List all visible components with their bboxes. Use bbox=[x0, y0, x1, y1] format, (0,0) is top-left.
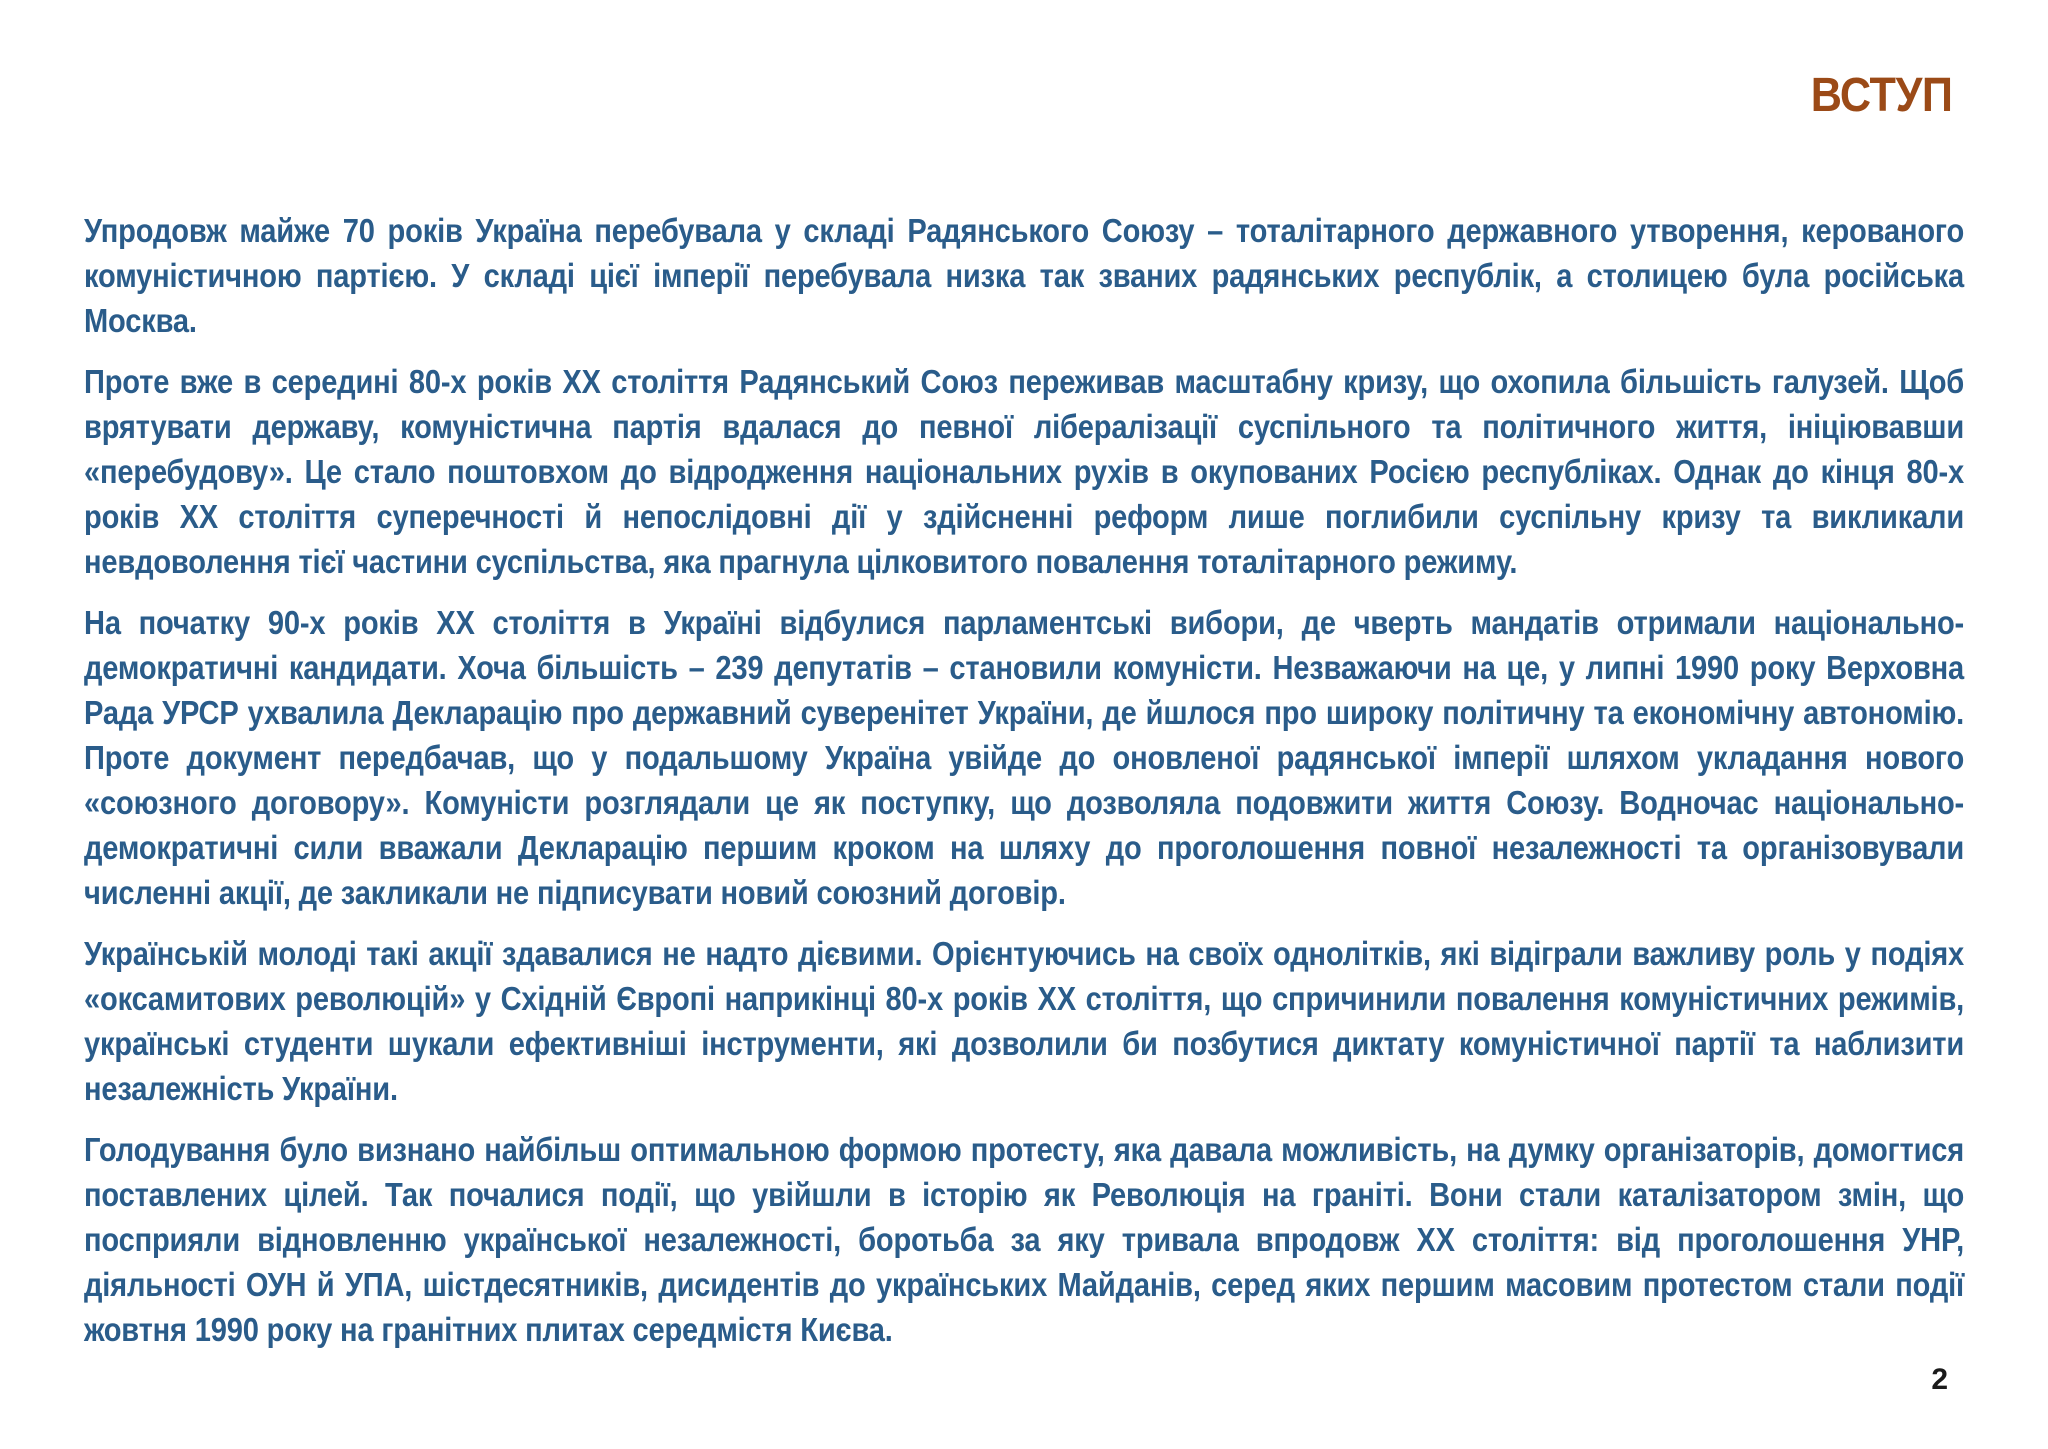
paragraph-hunger-strike-granite-revolution: Голодування було визнано найбільш оптимальною формою протесту, яка давала можливість, на думку організаторів, домогтися поставлених цілей. Так почалися події, що увійшли в історію як Революція на граніті. Вони стали каталізатором змін, що посприяли відновленню української незалежності, боротьба за яку тривала впродовж ХХ століття: від проголошення УНР, діяльності ОУН й УПА, шістдесятників, дисидентів до українських Майданів, серед яких першим масовим протестом стали події жовтня 1990 року на гранітних плитах середмістя Києва. bbox=[84, 1131, 1965, 1348]
paragraph-crisis-perebudova: Проте вже в середині 80-х років ХХ століття Радянський Союз переживав масштабну кризу, що охопила більшість галузей. Щоб врятувати державу, комуністична партія вдалася до певної лібералізації суспільного та політичного життя, ініціювавши «перебудову». Це стало поштовхом до відродження національних рухів в окупованих Росією республіках. Однак до кінця 80-х років ХХ століття суперечності й непослідовні дії у здійсненні реформ лише поглибили суспільну кризу та викликали невдоволення тієї частини суспільства, яка прагнула цілковитого повалення тоталітарного режиму. bbox=[84, 363, 1965, 580]
page-title: ВСТУП bbox=[1810, 69, 1952, 122]
body-text bbox=[84, 208, 1964, 1368]
page-number: 2 bbox=[1931, 1363, 1948, 1396]
paragraph-youth-velvet-revolutions: Українській молоді такі акції здавалися не надто дієвими. Орієнтуючись на своїх однолітків, які відіграли важливу роль у подіях «оксамитових революцій» у Східній Європі наприкінці 80-х років ХХ століття, що спричинили повалення комуністичних режимів, українські студенти шукали ефективніші інструменти, які дозволили би позбутися диктату комуністичної партії та наблизити незалежність України. bbox=[84, 935, 1965, 1107]
paragraph-1990-elections-declaration: На початку 90-х років ХХ століття в Україні відбулися парламентські вибори, де чверть мандатів отримали національно-демократичні кандидати. Хоча більшість – 239 депутатів – становили комуністи. Незважаючи на це, у липні 1990 року Верховна Рада УРСР ухвалила Декларацію про державний суверенітет України, де йшлося про широку політичну та економічну автономію. Проте документ передбачав, що у подальшому Україна увійде до оновленої радянської імперії шляхом укладання нового «союзного договору». Комуністи розглядали це як поступку, що дозволяла подовжити життя Союзу. Водночас національно-демократичні сили вважали Декларацію першим кроком на шляху до проголошення повної незалежності та організовували численні акції, де закликали не підписувати новий союзний договір. bbox=[84, 604, 1965, 911]
paragraph-intro-soviet-union: Упродовж майже 70 років Україна перебувала у складі Радянського Союзу – тоталітарного державного утворення, керованого комуністичною партією. У складі цієї імперії перебувала низка так званих радянських республік, а столицею була російська Москва. bbox=[84, 212, 1965, 339]
